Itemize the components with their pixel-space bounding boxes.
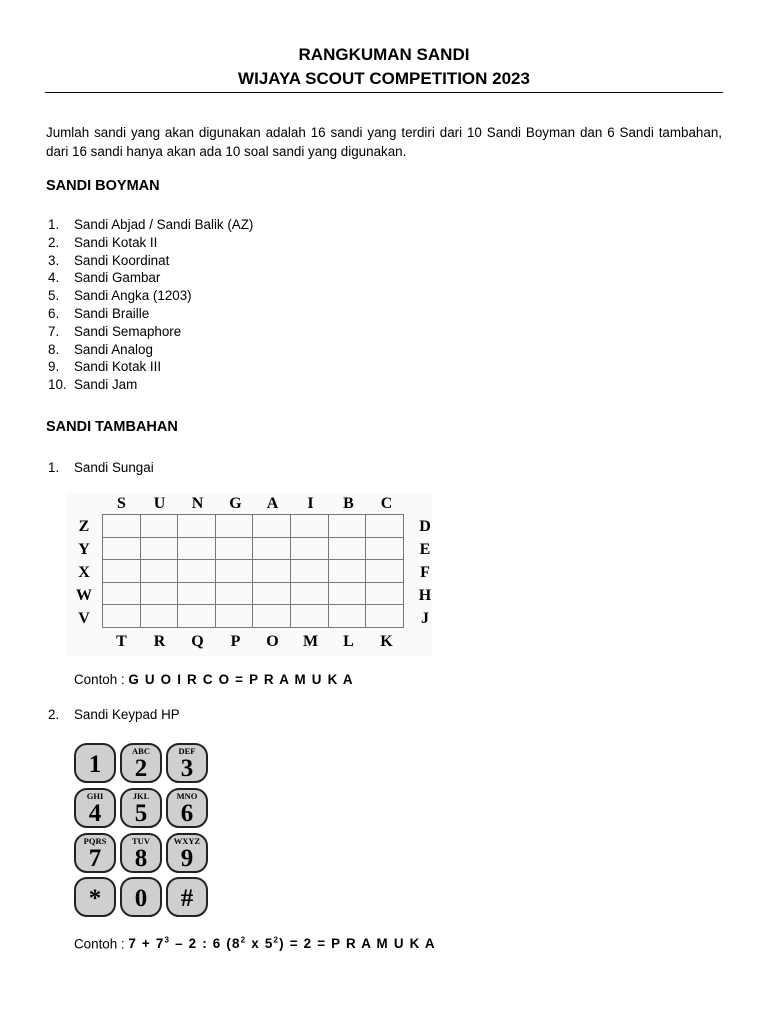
item-number: 7. <box>48 323 60 339</box>
list-item <box>48 341 253 359</box>
keypad-item <box>48 707 180 722</box>
sungai-top-letter: S <box>117 495 126 512</box>
example-prefix: Contoh : <box>74 672 129 687</box>
keypad-key <box>120 833 162 873</box>
sungai-bottom-letter: L <box>343 633 354 650</box>
tambahan-heading: SANDI TAMBAHAN <box>46 419 178 435</box>
sungai-item <box>48 460 154 475</box>
keypad-key <box>166 788 208 828</box>
key-digit: 8 <box>134 845 148 872</box>
list-item <box>48 323 253 341</box>
keypad-key <box>166 833 208 873</box>
sungai-grid <box>102 514 404 628</box>
item-number: 4. <box>48 270 60 286</box>
example-part: x 5 <box>246 936 274 952</box>
sungai-right-letter: E <box>419 541 431 558</box>
sungai-bottom-letter: K <box>380 633 393 650</box>
keypad-key <box>74 877 116 917</box>
example-value: G U O I R C O = P R A M U K A <box>128 672 354 687</box>
item-label: Sandi Abjad / Sandi Balik (AZ) <box>74 217 254 232</box>
item-label: Sandi Koordinat <box>74 252 170 268</box>
item-label: Sandi Jam <box>74 377 138 393</box>
key-letters: MNO <box>176 791 198 801</box>
list-item <box>48 252 253 270</box>
item-number: 10. <box>48 377 67 393</box>
sungai-bottom-letter: R <box>153 633 166 650</box>
list-item <box>48 269 253 287</box>
keypad-key <box>74 833 116 873</box>
sungai-left-letter: V <box>78 610 90 627</box>
item-number: 6. <box>48 305 60 321</box>
sungai-example <box>74 672 354 687</box>
sungai-top-letter: A <box>266 495 279 512</box>
key-letters: ABC <box>132 746 150 756</box>
item-number: 2. <box>48 707 60 722</box>
intro-paragraph: Jumlah sandi yang akan digunakan adalah 16 sandi yang terdiri dari 10 Sandi Boyman dan 6 Sandi tambahan, dari 16 sandi hanya akan ada 10 soal sandi yang digunakan. <box>46 125 722 159</box>
sungai-bottom-letter: O <box>266 633 279 650</box>
sungai-right-letter: J <box>421 610 429 627</box>
item-label: Sandi Kotak II <box>74 234 158 250</box>
example-value <box>128 936 435 951</box>
key-digit: 5 <box>134 800 148 827</box>
key-digit: 0 <box>134 885 148 912</box>
keypad-key <box>166 877 208 917</box>
keypad-key <box>74 788 116 828</box>
example-part: – 2 : 6 (8 <box>170 936 241 952</box>
keypad-key <box>120 877 162 917</box>
list-item <box>48 216 253 234</box>
key-digit: 7 <box>88 845 102 872</box>
sungai-right-letter: H <box>418 587 432 604</box>
key-letters: TUV <box>132 836 150 846</box>
item-label: Sandi Sungai <box>74 460 154 475</box>
key-letters: PQRS <box>83 836 107 846</box>
key-digit: # <box>180 885 194 912</box>
doc-title-line1: RANGKUMAN SANDI <box>298 45 470 64</box>
sungai-left-letter: X <box>78 564 90 581</box>
keypad-key <box>120 788 162 828</box>
doc-title-line2: WIJAYA SCOUT COMPETITION 2023 <box>238 69 530 88</box>
sungai-top-letter: N <box>191 495 204 512</box>
sungai-bottom-letter: P <box>230 633 241 650</box>
example-exponent: 2 <box>240 936 247 945</box>
item-label: Sandi Gambar <box>74 270 161 286</box>
item-number: 3. <box>48 252 60 268</box>
key-digit: 9 <box>180 845 194 872</box>
sungai-top-letter: B <box>343 495 354 512</box>
keypad-example <box>74 936 436 951</box>
sungai-left-letter: Z <box>78 518 90 535</box>
keypad-key <box>166 743 208 783</box>
sungai-top-letter: I <box>307 495 314 512</box>
item-label: Sandi Keypad HP <box>74 707 180 722</box>
item-label: Sandi Kotak III <box>74 359 162 375</box>
key-digit: 4 <box>88 800 102 827</box>
item-number: 1. <box>48 217 60 232</box>
keypad-key <box>120 743 162 783</box>
list-item <box>48 287 253 305</box>
sungai-bottom-letter: Q <box>191 633 204 650</box>
item-label: Sandi Analog <box>74 341 153 357</box>
item-label: Sandi Braille <box>74 305 150 321</box>
item-number: 9. <box>48 359 60 375</box>
sungai-top-letter: C <box>380 495 393 512</box>
key-letters: GHI <box>86 791 104 801</box>
example-part: 7 + 7 <box>128 936 165 952</box>
key-digit: 6 <box>180 800 194 827</box>
item-label: Sandi Angka (1203) <box>74 288 192 304</box>
sungai-right-letter: D <box>419 518 431 535</box>
key-letters: DEF <box>178 746 196 756</box>
sungai-left-letter: W <box>76 587 92 604</box>
key-digit: 2 <box>134 755 148 782</box>
item-label: Sandi Semaphore <box>74 323 182 339</box>
boyman-list <box>48 216 253 394</box>
sungai-bottom-letter: M <box>302 633 319 650</box>
list-item <box>48 234 253 252</box>
sungai-top-letter: G <box>229 495 242 512</box>
sungai-right-letter: F <box>420 564 430 581</box>
sungai-top-letter: U <box>153 495 166 512</box>
example-exponent: 2 <box>273 936 280 945</box>
item-number: 8. <box>48 341 60 357</box>
key-letters: JKL <box>132 791 150 801</box>
key-digit: 3 <box>180 755 194 782</box>
key-letters: WXYZ <box>173 836 201 846</box>
key-digit: * <box>88 885 102 912</box>
list-item <box>48 376 253 394</box>
boyman-heading: SANDI BOYMAN <box>46 178 160 194</box>
example-prefix: Contoh : <box>74 936 129 952</box>
sungai-bottom-letter: T <box>116 633 127 650</box>
keypad-key <box>74 743 116 783</box>
example-part: ) = 2 = P R A M U K A <box>279 936 436 952</box>
key-digit: 1 <box>88 751 102 778</box>
item-number: 5. <box>48 288 60 304</box>
sungai-left-letter: Y <box>78 541 90 558</box>
item-number: 1. <box>48 460 60 475</box>
title-divider <box>45 92 723 93</box>
list-item <box>48 358 253 376</box>
list-item <box>48 305 253 323</box>
item-number: 2. <box>48 234 60 250</box>
example-exponent: 3 <box>164 936 171 945</box>
